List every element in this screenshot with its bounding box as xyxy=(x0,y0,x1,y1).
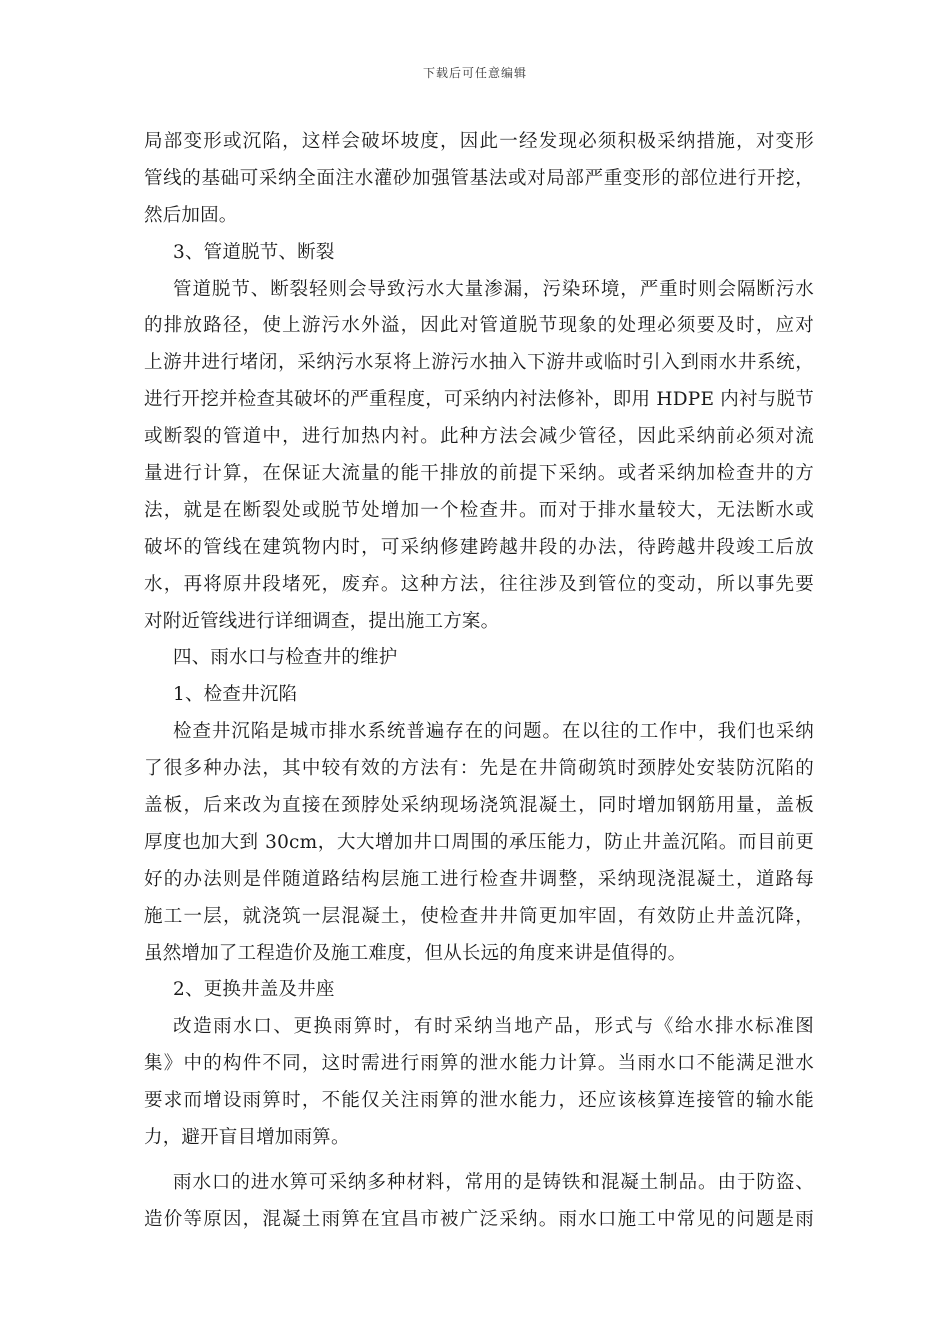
text-line: 了很多种办法，其中较有效的方法有：先是在井筒砌筑时颈脖处安装防沉陷的 xyxy=(144,758,814,780)
text-line: 上游井进行堵闭，采纳污水泵将上游污水抽入下游井或临时引入到雨水井系统， xyxy=(144,352,814,374)
text-line: 的排放路径，使上游污水外溢，因此对管道脱节现象的处理必须要及时，应对 xyxy=(144,315,814,337)
text-line: 法，就是在断裂处或脱节处增加一个检查井。而对于排水量较大，无法断水或 xyxy=(144,499,814,521)
text-line: 1、检查井沉陷 xyxy=(173,684,298,706)
text-line: 造价等原因，混凝土雨箅在宜昌市被广泛采纳。雨水口施工中常见的问题是雨 xyxy=(144,1208,814,1230)
text-line: 四、雨水口与检查井的维护 xyxy=(173,647,398,669)
text-line: 改造雨水口、更换雨箅时，有时采纳当地产品，形式与《给水排水标准图 xyxy=(173,1016,814,1038)
text-line: 或断裂的管道中，进行加热内衬。此种方法会减少管径，因此采纳前必须对流 xyxy=(144,426,814,448)
text-line: 好的办法则是伴随道路结构层施工进行检查井调整，采纳现浇混凝土，道路每 xyxy=(144,868,814,890)
text-line: 要求而增设雨箅时，不能仅关注雨箅的泄水能力，还应该核算连接管的输水能 xyxy=(144,1090,814,1112)
text-line: 施工一层，就浇筑一层混凝土，使检查井井筒更加牢固，有效防止井盖沉降， xyxy=(144,905,814,927)
text-line: 破坏的管线在建筑物内时，可采纳修建跨越井段的办法，待跨越井段竣工后放 xyxy=(144,536,814,558)
text-line: 2、更换井盖及井座 xyxy=(173,979,335,1001)
text-line: 对附近管线进行详细调查，提出施工方案。 xyxy=(144,610,500,632)
body-text xyxy=(144,124,814,1239)
text-line: 局部变形或沉陷，这样会破坏坡度，因此一经发现必须积极采纳措施，对变形 xyxy=(144,131,814,152)
text-line: 3、管道脱节、断裂 xyxy=(173,241,335,263)
text-line: 水，再将原井段堵死，废弃。这种方法，往往涉及到管位的变动，所以事先要 xyxy=(144,573,814,595)
text-line: 管线的基础可采纳全面注水灌砂加强管基法或对局部严重变形的部位进行开挖， xyxy=(144,167,814,189)
text-line: 然后加固。 xyxy=(144,204,238,226)
text-line: 量进行计算，在保证大流量的能干排放的前提下采纳。或者采纳加检查井的方 xyxy=(144,463,814,485)
text-line: 盖板，后来改为直接在颈脖处采纳现场浇筑混凝土，同时增加钢筋用量，盖板 xyxy=(144,795,814,817)
page-header: 下载后可任意编辑 xyxy=(422,66,527,80)
text-line: 管道脱节、断裂轻则会导致污水大量渗漏，污染环境，严重时则会隔断污水 xyxy=(173,278,814,300)
text-line: 虽然增加了工程造价及施工难度，但从长远的角度来讲是值得的。 xyxy=(144,942,687,964)
text-line: 雨水口的进水箅可采纳多种材料，常用的是铸铁和混凝土制品。由于防盗、 xyxy=(173,1171,814,1193)
paragraph-gap xyxy=(144,1157,814,1165)
text-line: 检查井沉陷是城市排水系统普遍存在的问题。在以往的工作中，我们也采纳 xyxy=(173,721,814,743)
text-line: 集》中的构件不同，这时需进行雨箅的泄水能力计算。当雨水口不能满足泄水 xyxy=(144,1053,814,1075)
text-line: 进行开挖并检查其破坏的严重程度，可采纳内衬法修补，即用 HDPE 内衬与脱节 xyxy=(144,389,814,411)
text-line: 厚度也加大到 30cm，大大增加井口周围的承压能力，防止井盖沉陷。而目前更 xyxy=(144,831,814,853)
text-line: 力，避开盲目增加雨箅。 xyxy=(144,1127,350,1149)
